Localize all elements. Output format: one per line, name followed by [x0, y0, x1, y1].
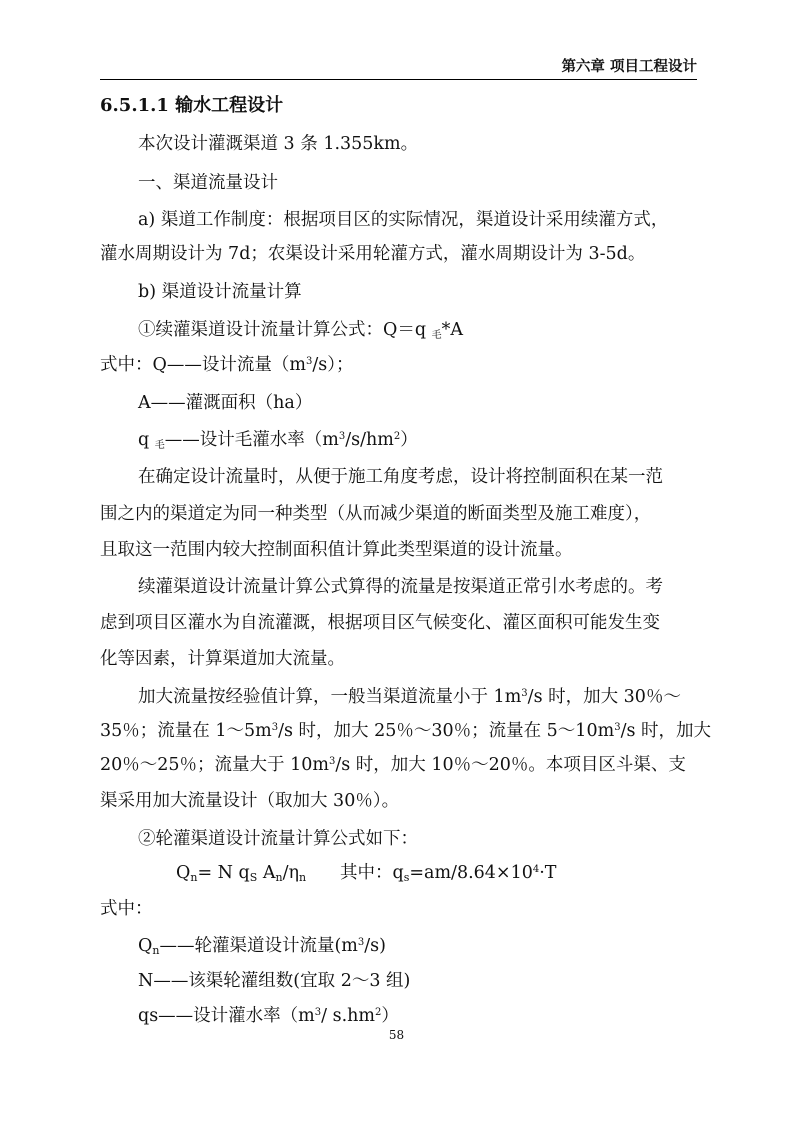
- paragraph-line: 围之内的渠道定为同一种类型（从而减少渠道的断面类型及施工难度），: [100, 504, 652, 524]
- text: /s）；: [312, 355, 354, 375]
- text: A: [257, 863, 276, 883]
- definition-line: N——该渠轮灌组数(宜取 2～3 组): [138, 971, 411, 991]
- definition-line: [138, 1005, 399, 1030]
- superscript: 3: [328, 756, 336, 767]
- superscript: 3: [357, 937, 365, 948]
- text: qs——设计灌水率（m: [138, 1006, 315, 1026]
- paragraph-line: [100, 754, 686, 779]
- superscript: 4: [532, 864, 540, 875]
- subscript: n: [299, 871, 307, 884]
- subscript: 毛: [154, 440, 165, 451]
- text: Q: [138, 936, 153, 956]
- header-rule: [100, 79, 697, 80]
- superscript: 3: [338, 431, 346, 442]
- superscript: 3: [305, 356, 313, 367]
- text: q: [138, 430, 155, 450]
- text: /s 时，加大 25％～30％；流量在 5～10m: [278, 721, 615, 741]
- subscript: s: [403, 871, 410, 884]
- subscript: n: [152, 944, 160, 957]
- superscript: 2: [375, 1007, 382, 1018]
- paragraph-line: 本次设计灌溉渠道 3 条 1.355km。: [138, 134, 419, 154]
- text: ·T: [539, 863, 557, 883]
- text: 35％；流量在 1～5m: [100, 721, 272, 741]
- subheading: ②轮灌渠道设计流量计算公式如下：: [138, 829, 418, 849]
- definition-line: [138, 429, 418, 454]
- formula-line: [138, 319, 463, 344]
- text: 其中：q: [340, 863, 404, 883]
- text: /s): [364, 936, 386, 956]
- text: /s 时，加大: [620, 721, 712, 741]
- paragraph-line: a) 渠道工作制度：根据项目区的实际情况，渠道设计采用续灌方式，: [138, 210, 669, 230]
- text: 20％～25％；流量大于 10m: [100, 755, 329, 775]
- subscript: n: [190, 871, 198, 884]
- text: /s 时，加大 10％～20％。本项目区斗渠、支: [335, 755, 686, 775]
- text: Q: [176, 863, 191, 883]
- definition-intro: 式中：: [100, 899, 153, 919]
- definition-line: [100, 354, 353, 379]
- page-number: 58: [388, 1028, 405, 1042]
- paragraph-line: 灌水周期设计为 7d；农渠设计采用轮灌方式，灌水周期设计为 3-5d。: [100, 244, 646, 264]
- paragraph-line: [138, 686, 681, 711]
- text: 式中：Q——设计流量（m: [100, 355, 306, 375]
- formula-where: [340, 862, 556, 887]
- text: 加大流量按经验值计算，一般当渠道流量小于 1m: [138, 687, 522, 707]
- text: ——设计毛灌水率（m: [164, 430, 339, 450]
- text: / s.hm: [321, 1006, 376, 1026]
- text: ）: [381, 1006, 399, 1026]
- definition-line: A——灌溉面积（ha）: [138, 393, 313, 413]
- paragraph-line: 化等因素，计算渠道加大流量。: [100, 649, 345, 669]
- text: /η: [282, 863, 299, 883]
- subheading: b) 渠道设计流量计算: [138, 282, 302, 302]
- superscript: 3: [521, 688, 528, 699]
- paragraph-line: 在确定设计流量时，从便于施工角度考虑，设计将控制面积在某一范: [138, 467, 663, 487]
- paragraph-line: 渠采用加大流量设计（取加大 30％）。: [100, 791, 400, 811]
- subscript: n: [275, 871, 283, 884]
- paragraph-line: 续灌渠道设计流量计算公式算得的流量是按渠道正常引水考虑的。考: [138, 577, 663, 597]
- text: ）: [400, 430, 418, 450]
- superscript: 2: [393, 431, 401, 442]
- formula-rotation: [176, 862, 306, 886]
- superscript: 3: [614, 722, 621, 733]
- section-heading: 6.5.1.1 输水工程设计: [100, 95, 284, 116]
- text: /s 时，加大 30％～: [527, 687, 681, 707]
- paragraph-line: 且取这一范围内较大控制面积值计算此类型渠道的设计流量。: [100, 540, 573, 560]
- definition-line: [138, 935, 386, 960]
- text: /s/hm: [345, 430, 394, 450]
- paragraph-line: [100, 720, 711, 745]
- text: ——轮灌渠道设计流量(m: [159, 936, 358, 956]
- text: *A: [441, 320, 464, 340]
- text: ①续灌渠道设计流量计算公式：Q＝q: [138, 320, 432, 340]
- running-header: 第六章 项目工程设计: [561, 59, 697, 75]
- text: = N q: [197, 863, 250, 883]
- subscript: 毛: [431, 330, 442, 341]
- text: =am/8.64×10: [409, 863, 533, 883]
- superscript: 3: [314, 1007, 322, 1018]
- superscript: 3: [271, 722, 279, 733]
- subheading: 一、渠道流量设计: [138, 173, 278, 193]
- paragraph-line: 虑到项目区灌水为自流灌溉，根据项目区气候变化、灌区面积可能发生变: [100, 613, 660, 633]
- subscript: S: [249, 871, 258, 884]
